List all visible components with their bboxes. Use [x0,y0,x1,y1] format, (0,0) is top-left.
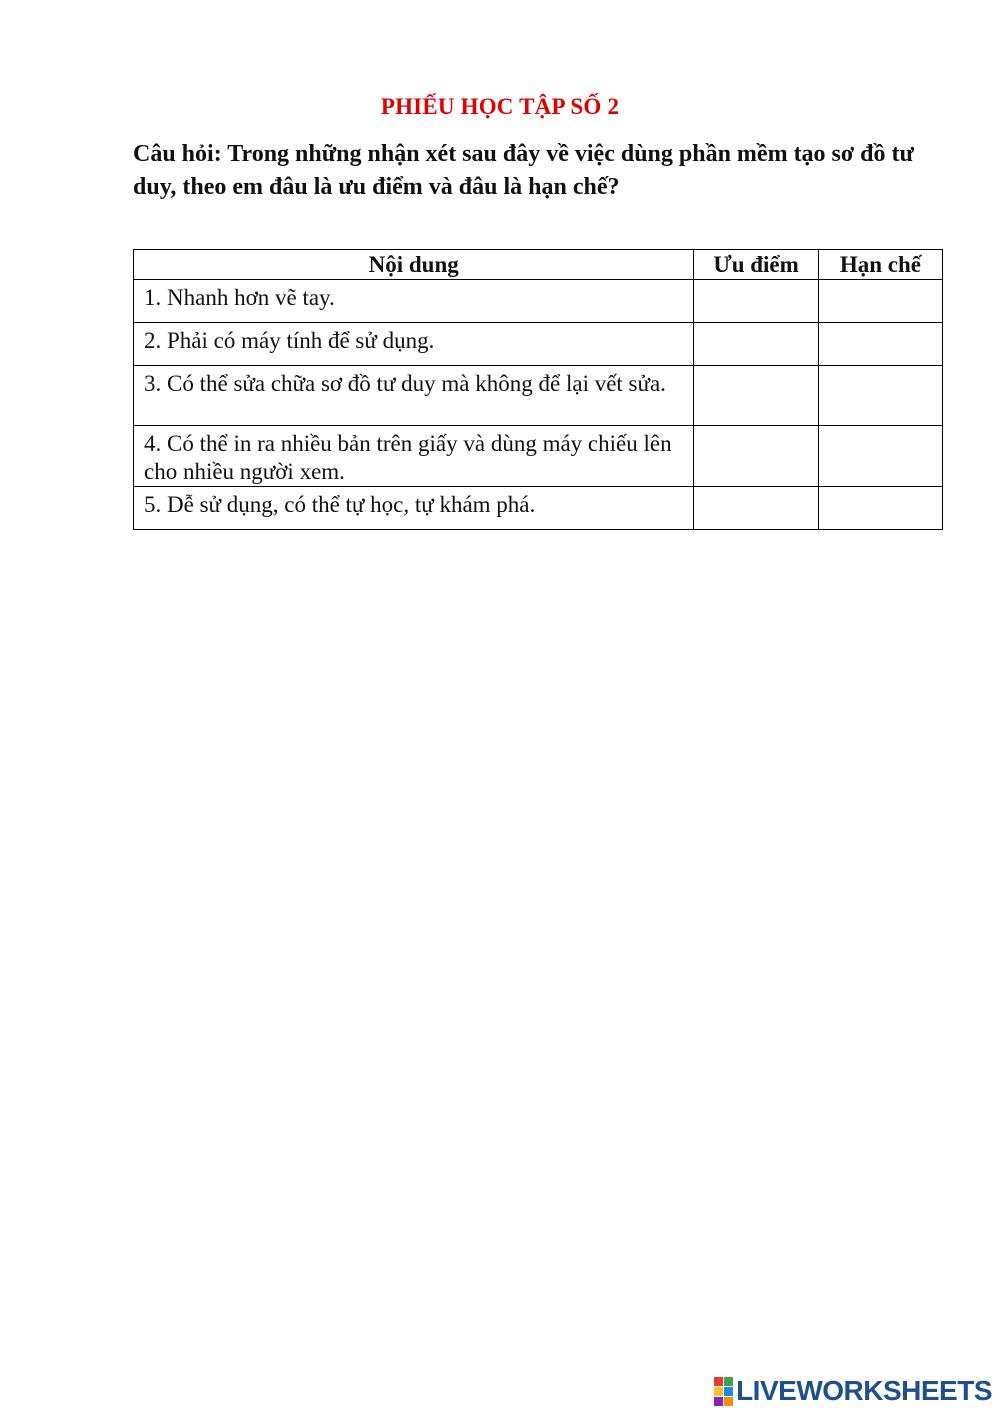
logo-block [714,1397,723,1406]
limitation-answer-cell[interactable] [818,323,942,366]
table-row [134,487,943,530]
header-content: Nội dung [134,250,694,280]
row-statement: 4. Có thể in ra nhiều bản trên giấy và dùng máy chiếu lên cho nhiều người xem. [134,426,694,487]
table-header-row [134,250,943,280]
logo-text: LIVEWORKSHEETS [736,1375,992,1406]
row-statement: 2. Phải có máy tính để sử dụng. [134,323,694,366]
logo-block [724,1377,733,1386]
table-row [134,366,943,426]
limitation-answer-cell[interactable] [818,366,942,426]
header-limitation: Hạn chế [818,250,942,280]
row-statement: 1. Nhanh hơn vẽ tay. [134,280,694,323]
logo-block [724,1397,733,1406]
header-advantage: Ưu điểm [694,250,818,280]
logo-block [724,1387,733,1396]
row-statement: 3. Có thể sửa chữa sơ đồ tư duy mà không để lại vết sửa. [134,366,694,426]
advantage-answer-cell[interactable] [694,426,818,487]
table-row [134,323,943,366]
limitation-answer-cell[interactable] [818,280,942,323]
liveworksheets-logo-icon [714,1377,733,1406]
question-text: Câu hỏi: Trong những nhận xét sau đây về việc dùng phần mềm tạo sơ đồ tư duy, theo em đâu là ưu điểm và đâu là hạn chế? [133,141,914,200]
advantage-answer-cell[interactable] [694,366,818,426]
worksheet-title: PHIẾU HỌC TẬP SỐ 2 [380,94,620,119]
logo-block [714,1387,723,1396]
limitation-answer-cell[interactable] [818,426,942,487]
table-row [134,426,943,487]
evaluation-table [133,249,943,530]
advantage-answer-cell[interactable] [694,323,818,366]
advantage-answer-cell[interactable] [694,487,818,530]
advantage-answer-cell[interactable] [694,280,818,323]
limitation-answer-cell[interactable] [818,487,942,530]
liveworksheets-logo [714,1375,992,1407]
table-row [134,280,943,323]
row-statement: 5. Dễ sử dụng, có thể tự học, tự khám phá. [134,487,694,530]
logo-block [714,1377,723,1386]
